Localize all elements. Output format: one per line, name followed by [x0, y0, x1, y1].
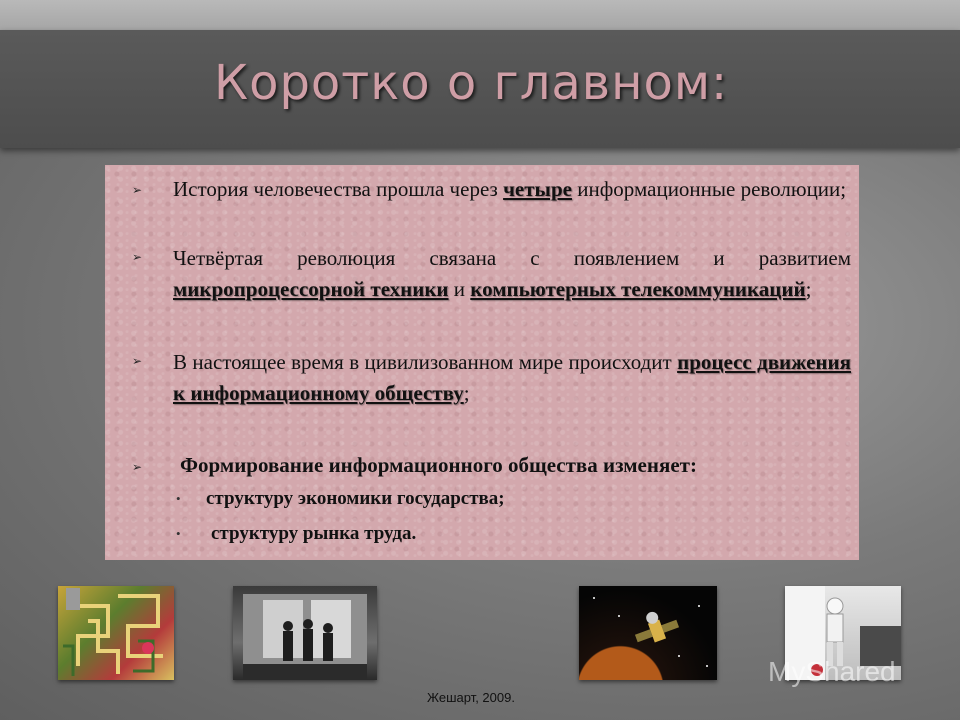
bullet-3-part: В настоящее время в цивилизованном мире происходит — [173, 350, 678, 374]
arrow-bullet-icon: ➢ — [132, 354, 143, 368]
bullet-2-part: ; — [805, 277, 812, 301]
dot-bullet-icon: • — [176, 526, 181, 541]
bullet-3-highlight: процесс движения к информационному обществу — [173, 350, 851, 405]
bullet-1-highlight: четыре — [503, 177, 572, 201]
dot-bullet-icon: • — [176, 491, 181, 506]
bullet-2-highlight: микропроцессорной техники — [173, 277, 449, 301]
maze-image — [58, 586, 174, 680]
office-corridor-image — [233, 586, 377, 680]
slide-title: Коротко о главном: — [214, 55, 729, 111]
arrow-bullet-icon: ➢ — [132, 460, 143, 474]
bullet-2-part: и — [448, 277, 471, 301]
satellite-image — [579, 586, 717, 680]
arrow-bullet-icon: ➢ — [132, 250, 143, 264]
bullet-1-text — [173, 174, 851, 205]
bullet-1-part: информационные революции; — [571, 177, 847, 201]
sub-bullet-1: структуру экономики государства; — [206, 488, 505, 509]
top-strip — [0, 0, 960, 30]
bullet-2-text — [173, 243, 851, 305]
bullet-2-highlight: компьютерных телекоммуникаций — [470, 277, 806, 301]
bullet-1-part: История человечества прошла через — [173, 177, 504, 201]
arrow-bullet-icon: ➢ — [132, 183, 143, 197]
footer-credit: Жешарт, 2009. — [427, 690, 515, 705]
watermark-logo: MyShared — [768, 656, 896, 687]
bullet-4-text: Формирование информационного общества изменяет: — [180, 453, 697, 477]
bullet-2-part: Четвёртая революция связана с появлением и развитием — [173, 246, 851, 270]
bullet-3-text — [173, 347, 851, 409]
bullet-3-part: ; — [463, 381, 470, 405]
sub-bullet-2: структуру рынка труда. — [211, 523, 417, 544]
